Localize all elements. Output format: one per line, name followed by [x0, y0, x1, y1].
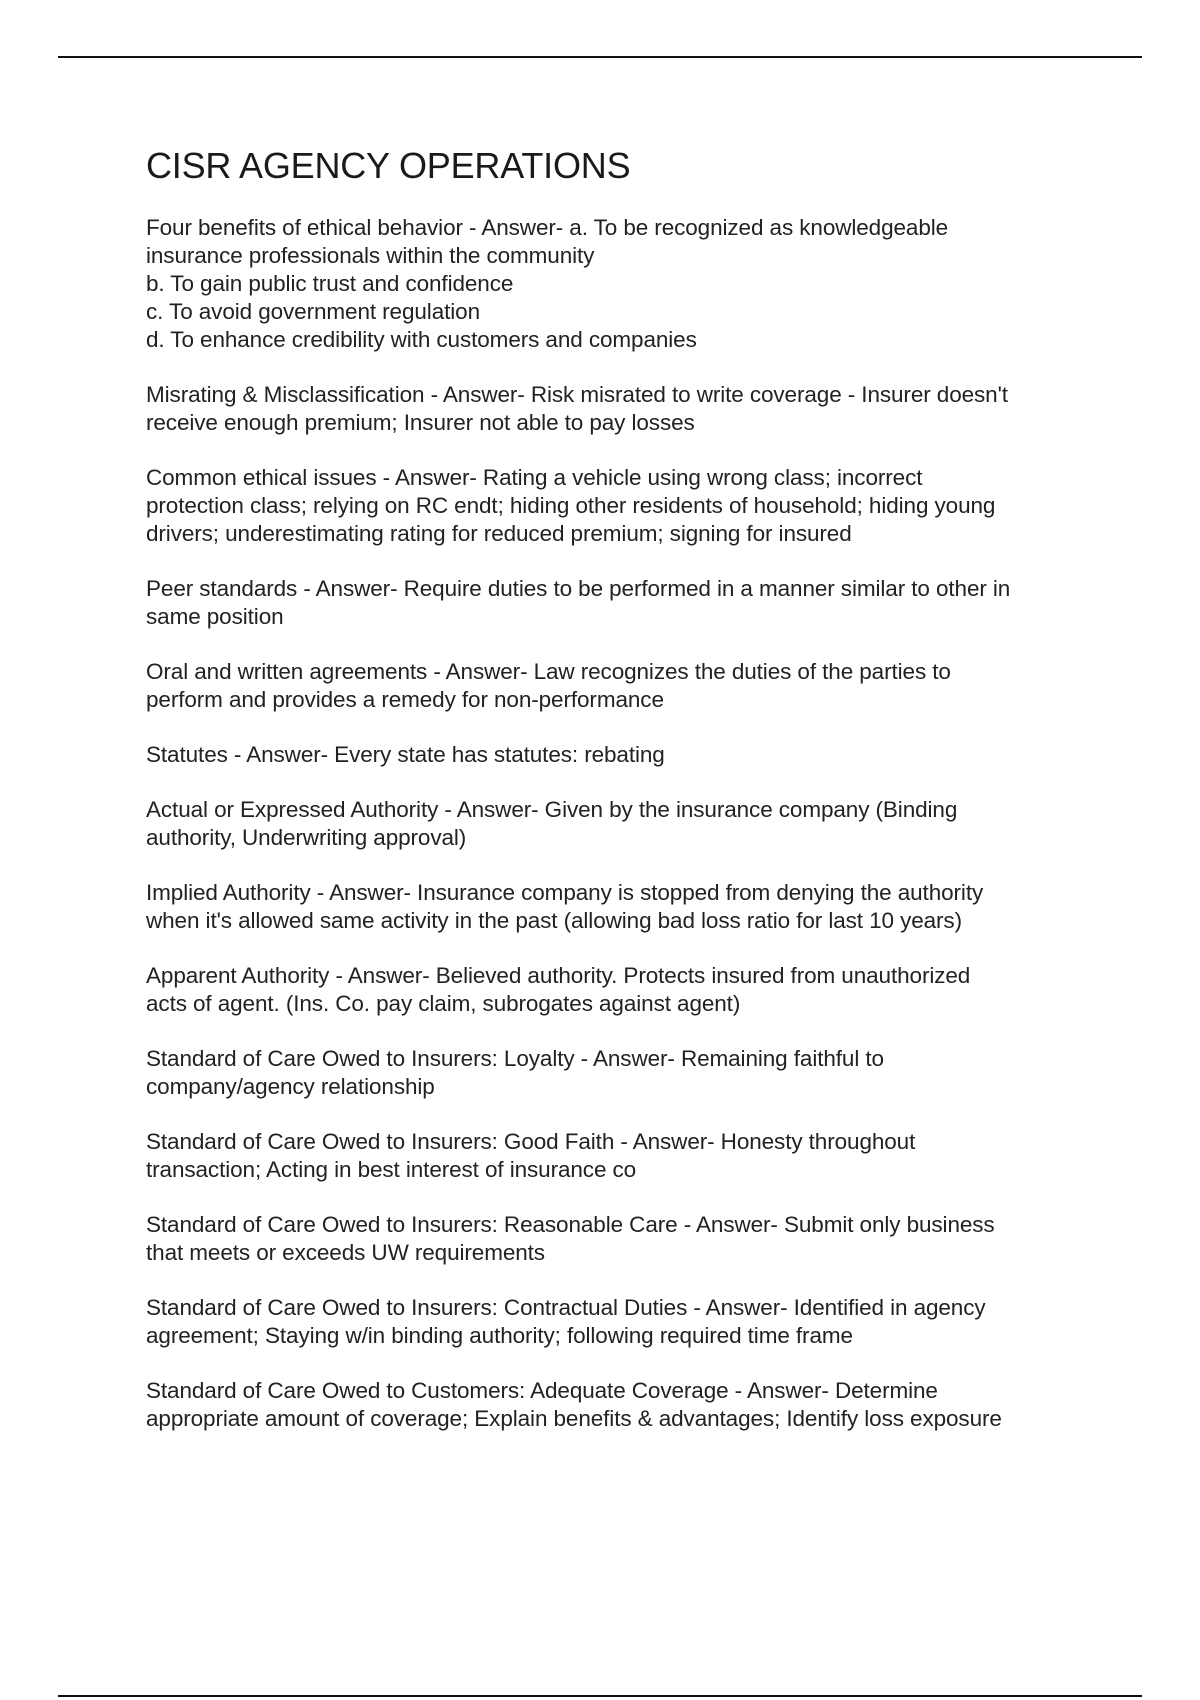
qa-entry-line: Standard of Care Owed to Insurers: Reasonable Care - Answer- Submit only business	[146, 1212, 995, 1237]
qa-entry	[146, 1128, 1096, 1184]
top-divider	[58, 56, 1142, 58]
qa-entry-line: acts of agent. (Ins. Co. pay claim, subrogates against agent)	[146, 991, 741, 1016]
qa-entry-line: same position	[146, 604, 284, 629]
qa-entry	[146, 879, 1096, 935]
qa-entry	[146, 796, 1096, 852]
qa-entry-line: that meets or exceeds UW requirements	[146, 1240, 545, 1265]
qa-entry	[146, 741, 1096, 769]
qa-entry-line: authority, Underwriting approval)	[146, 825, 467, 850]
qa-entry	[146, 962, 1096, 1018]
qa-entry	[146, 1211, 1096, 1267]
qa-entry	[146, 1377, 1096, 1433]
document-body	[146, 146, 1096, 1460]
qa-entry-line: Standard of Care Owed to Insurers: Good Faith - Answer- Honesty throughout	[146, 1129, 916, 1154]
qa-entry-line: Misrating & Misclassification - Answer- Risk misrated to write coverage - Insurer doesn't	[146, 382, 1008, 407]
qa-entry-line: when it's allowed same activity in the past (allowing bad loss ratio for last 10 years)	[146, 908, 962, 933]
qa-entry-line: Standard of Care Owed to Insurers: Loyalty - Answer- Remaining faithful to	[146, 1046, 884, 1071]
qa-entry-line: b. To gain public trust and confidence	[146, 271, 514, 296]
qa-entry-line: company/agency relationship	[146, 1074, 435, 1099]
qa-entry-line: protection class; relying on RC endt; hiding other residents of household; hiding young	[146, 493, 996, 518]
qa-entry-line: Peer standards - Answer- Require duties to be performed in a manner similar to other in	[146, 576, 1011, 601]
qa-entry-line: Implied Authority - Answer- Insurance company is stopped from denying the authority	[146, 880, 984, 905]
qa-entry-line: Actual or Expressed Authority - Answer- Given by the insurance company (Binding	[146, 797, 958, 822]
qa-entry	[146, 381, 1096, 437]
qa-entry	[146, 658, 1096, 714]
qa-entry	[146, 1045, 1096, 1101]
qa-entry-line: insurance professionals within the community	[146, 243, 595, 268]
qa-entry-line: receive enough premium; Insurer not able to pay losses	[146, 410, 695, 435]
qa-entry	[146, 214, 1096, 354]
qa-entry-line: perform and provides a remedy for non-performance	[146, 687, 664, 712]
qa-entry	[146, 575, 1096, 631]
qa-entry-line: Apparent Authority - Answer- Believed authority. Protects insured from unauthorized	[146, 963, 971, 988]
qa-entry	[146, 464, 1096, 548]
qa-entry	[146, 1294, 1096, 1350]
qa-entry-line: c. To avoid government regulation	[146, 299, 480, 324]
document-title: CISR AGENCY OPERATIONS	[146, 145, 631, 186]
qa-entry-line: d. To enhance credibility with customers and companies	[146, 327, 697, 352]
qa-entry-line: Common ethical issues - Answer- Rating a vehicle using wrong class; incorrect	[146, 465, 923, 490]
qa-entry-line: Four benefits of ethical behavior - Answer- a. To be recognized as knowledgeable	[146, 215, 949, 240]
qa-entry-line: appropriate amount of coverage; Explain benefits & advantages; Identify loss exposure	[146, 1406, 1002, 1431]
bottom-divider	[58, 1695, 1142, 1697]
qa-entry-list	[146, 214, 1096, 1433]
qa-entry-line: agreement; Staying w/in binding authority; following required time frame	[146, 1323, 853, 1348]
qa-entry-line: Standard of Care Owed to Insurers: Contractual Duties - Answer- Identified in agency	[146, 1295, 986, 1320]
qa-entry-line: Oral and written agreements - Answer- Law recognizes the duties of the parties to	[146, 659, 951, 684]
qa-entry-line: Standard of Care Owed to Customers: Adequate Coverage - Answer- Determine	[146, 1378, 938, 1403]
qa-entry-line: Statutes - Answer- Every state has statutes: rebating	[146, 742, 665, 767]
qa-entry-line: drivers; underestimating rating for reduced premium; signing for insured	[146, 521, 852, 546]
qa-entry-line: transaction; Acting in best interest of insurance co	[146, 1157, 637, 1182]
